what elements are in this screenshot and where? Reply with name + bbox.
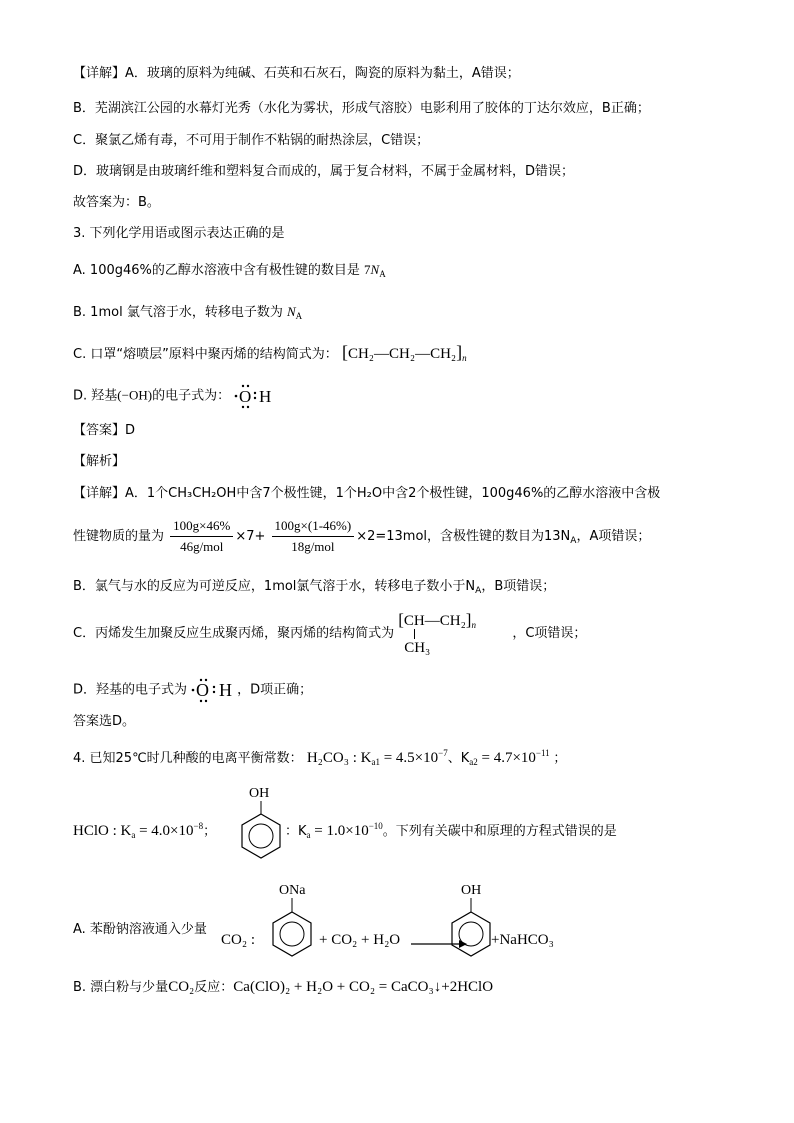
q4-constants-line: HClO : $K_a = 4.0\times 10^{-8}$； OH ：$K_a = 1.0\times 10^{-10}$。下列有关碳中和原理的方程式错误的是 xyxy=(73,784,773,864)
svg-text:H: H xyxy=(259,387,272,406)
q3-option-a: A. 100g46%的乙醇水溶液中含有极性键的数目是 $7N_A$ xyxy=(73,262,386,279)
polypropylene-structure: $[CH—CH_2]_n$ CH₃ xyxy=(398,610,476,656)
q3-answer: 【答案】D xyxy=(73,423,136,438)
q3-option-c: C. 口罩“熔喷层”原料中聚丙烯的结构简式为： $[CH_2—CH_2—CH_2]_n$ xyxy=(73,342,467,363)
svg-text:H: H xyxy=(219,680,233,700)
explain2-a: 【详解】A．玻璃的原料为纯碱、石英和石灰石，陶瓷的原料为黏土，A错误； xyxy=(73,66,520,81)
explain3-a2: 性键物质的量为 $\frac{100g\times 46\%}{\text{46g/mol}}$ ×7+ $\frac{100g\times(1-46\%)}{\text{18g/mol}}$ ×2=13mol，含极性键的数目为$13N_A$，A项错误； xyxy=(73,518,651,554)
svg-text:ONa: ONa xyxy=(279,883,306,898)
polymer-formula-c: $[CH_2—CH_2—CH_2]_n$ xyxy=(341,342,467,363)
explain2-c: C．聚氯乙烯有毒，不可用于制作不粘锅的耐热涂层，C错误； xyxy=(73,133,430,148)
explain2-answer: 故答案为：B。 xyxy=(73,195,160,210)
q4-option-a: A. 苯酚钠溶液通入少量 CO₂ : ONa + CO₂ + H₂O OH +NaHCO₃ xyxy=(73,880,773,970)
q4-stem: 4. 已知25℃时几种酸的电离平衡常数： H₂CO₃ : $K_{a1} = 4.5\times 10^{-7}$、$K_{a2} = 4.7\times 10^{-11}$ ； xyxy=(73,748,567,767)
q3-analysis-tag: 【解析】 xyxy=(73,454,126,469)
phenol-structure xyxy=(233,784,289,864)
hydroxyl-electron-dot-explain xyxy=(191,677,237,703)
fraction-ethanol: $\frac{100g\times 46\%}{\text{46g/mol}}$ xyxy=(170,517,233,556)
svg-text:O: O xyxy=(239,387,252,406)
sodium-phenoxide-structure xyxy=(265,880,325,966)
explain3-a1: 【详解】A．1个CH₃CH₂OH中含7个极性键，1个H₂O中含2个极性键，100g46%的乙醇水溶液中含极 xyxy=(73,486,661,501)
explain2-b: B．芜湖滨江公园的水幕灯光秀（水化为雾状，形成气溶胶）电影利用了胶体的丁达尔效应，B正确； xyxy=(73,101,650,116)
svg-text:OH: OH xyxy=(249,786,270,801)
q3-option-b: B. 1mol 氯气溶于水，转移电子数为 $N_A$ xyxy=(73,304,303,321)
fraction-water: $\frac{100g\times(1-46\%)}{\text{18g/mol}}$ xyxy=(272,517,355,556)
q3-stem: 3. 下列化学用语或图示表达正确的是 xyxy=(73,226,285,241)
explain3-b: B．氯气与水的反应为可逆反应，1mol氯气溶于水，转移电子数小于$N_A$，B项错误； xyxy=(73,579,556,596)
explain3-d: D．羟基的电子式为 O H ，D项正确； xyxy=(73,677,312,703)
phenol-product-structure xyxy=(441,880,501,966)
explain3-c: C．丙烯发生加聚反应生成聚丙烯，聚丙烯的结构简式为 $[CH—CH_2]_n$ CH₃ ，C项错误； xyxy=(73,610,587,656)
hydroxyl-electron-dot-d xyxy=(234,383,274,409)
q3-option-d: D. 羟基(−OH)的电子式为： O H xyxy=(73,383,274,409)
svg-text:O: O xyxy=(196,680,210,700)
svg-text:OH: OH xyxy=(461,883,482,898)
q4-option-b: B. 漂白粉与少量CO₂反应：Ca(ClO)₂ + H₂O + CO₂ = CaCO₃↓+2HClO xyxy=(73,979,494,995)
explain2-d: D．玻璃钢是由玻璃纤维和塑料复合而成的，属于复合材料，不属于金属材料，D错误； xyxy=(73,164,575,179)
explain3-answer: 答案选D。 xyxy=(73,714,136,729)
